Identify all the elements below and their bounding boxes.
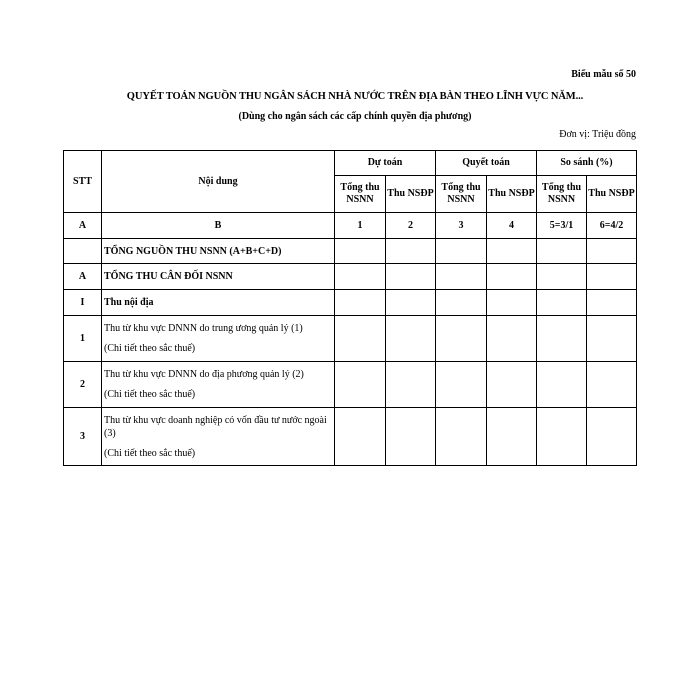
value-cell	[587, 408, 637, 466]
value-cell	[537, 362, 587, 408]
header-stt: STT	[64, 151, 102, 213]
value-cell	[436, 362, 487, 408]
report-title: QUYẾT TOÁN NGUỒN THU NGÂN SÁCH NHÀ NƯỚC TRÊN ĐỊA BÀN THEO LĨNH VỰC NĂM...	[126, 91, 584, 102]
code-cell: 5=3/1	[537, 213, 587, 239]
value-cell	[436, 408, 487, 466]
value-cell	[587, 316, 637, 362]
header-estimate-nsdp: Thu NSĐP	[386, 176, 436, 213]
row-content-cell	[102, 316, 335, 362]
row-content: TỔNG THU CÂN ĐỐI NSNN	[102, 264, 335, 290]
row-stt: 1	[64, 316, 102, 362]
value-cell	[436, 316, 487, 362]
row-content-cell	[102, 408, 335, 466]
value-cell	[587, 264, 637, 290]
header-compare: So sánh (%)	[537, 151, 637, 176]
value-cell	[335, 316, 386, 362]
value-cell	[587, 362, 637, 408]
value-cell	[335, 408, 386, 466]
value-cell	[487, 362, 537, 408]
code-cell: 2	[386, 213, 436, 239]
value-cell	[386, 362, 436, 408]
value-cell	[487, 290, 537, 316]
value-cell	[335, 290, 386, 316]
row-stt	[64, 239, 102, 264]
value-cell	[436, 264, 487, 290]
code-cell: 1	[335, 213, 386, 239]
value-cell	[386, 264, 436, 290]
value-cell	[537, 264, 587, 290]
row-stt: I	[64, 290, 102, 316]
code-cell: 6=4/2	[587, 213, 637, 239]
value-cell	[487, 408, 537, 466]
value-cell	[487, 239, 537, 264]
value-cell	[335, 362, 386, 408]
value-cell	[436, 290, 487, 316]
row-note: (Chi tiết theo sắc thuế)	[104, 343, 196, 354]
table-row	[64, 264, 637, 290]
revenue-settlement-table	[63, 150, 637, 466]
value-cell	[487, 316, 537, 362]
header-content: Nội dung	[102, 151, 335, 213]
header-settlement-total: Tổng thu NSNN	[436, 176, 487, 213]
header-estimate-total: Tổng thu NSNN	[335, 176, 386, 213]
value-cell	[537, 239, 587, 264]
row-stt: 3	[64, 408, 102, 466]
row-note: (Chi tiết theo sắc thuế)	[104, 447, 196, 459]
code-cell: B	[102, 213, 335, 239]
value-cell	[386, 239, 436, 264]
value-cell	[386, 290, 436, 316]
row-content: Thu nội địa	[102, 290, 335, 316]
value-cell	[386, 316, 436, 362]
table-row	[64, 239, 637, 264]
value-cell	[487, 264, 537, 290]
code-row	[64, 213, 637, 239]
value-cell	[386, 408, 436, 466]
value-cell	[537, 408, 587, 466]
report-subtitle: (Dùng cho ngân sách các cấp chính quyền địa phương)	[238, 111, 472, 122]
code-cell: 3	[436, 213, 487, 239]
row-content: TỔNG NGUỒN THU NSNN (A+B+C+D)	[102, 239, 335, 264]
row-stt: 2	[64, 362, 102, 408]
table-row	[64, 290, 637, 316]
row-stt: A	[64, 264, 102, 290]
code-cell: A	[64, 213, 102, 239]
row-content-cell	[102, 362, 335, 408]
value-cell	[587, 290, 637, 316]
row-note: (Chi tiết theo sắc thuế)	[104, 389, 196, 400]
value-cell	[587, 239, 637, 264]
row-content: Thu từ khu vực DNNN do địa phương quản lý (2)	[104, 369, 304, 380]
table-row	[64, 316, 637, 362]
header-compare-total: Tổng thu NSNN	[537, 176, 587, 213]
form-number: Biểu mẫu số 50	[571, 69, 636, 80]
header-settlement-nsdp: Thu NSĐP	[487, 176, 537, 213]
value-cell	[335, 264, 386, 290]
header-settlement: Quyết toán	[436, 151, 537, 176]
row-content: Thu từ khu vực doanh nghiệp có vốn đầu tư nước ngoài (3)	[104, 414, 327, 439]
header-compare-nsdp: Thu NSĐP	[587, 176, 637, 213]
value-cell	[335, 239, 386, 264]
table-row	[64, 408, 637, 466]
value-cell	[537, 316, 587, 362]
header-estimate: Dự toán	[335, 151, 436, 176]
value-cell	[537, 290, 587, 316]
code-cell: 4	[487, 213, 537, 239]
value-cell	[436, 239, 487, 264]
table-row	[64, 362, 637, 408]
row-content: Thu từ khu vực DNNN do trung ương quản lý (1)	[104, 323, 303, 334]
unit-label: Đơn vị: Triệu đồng	[559, 129, 636, 140]
